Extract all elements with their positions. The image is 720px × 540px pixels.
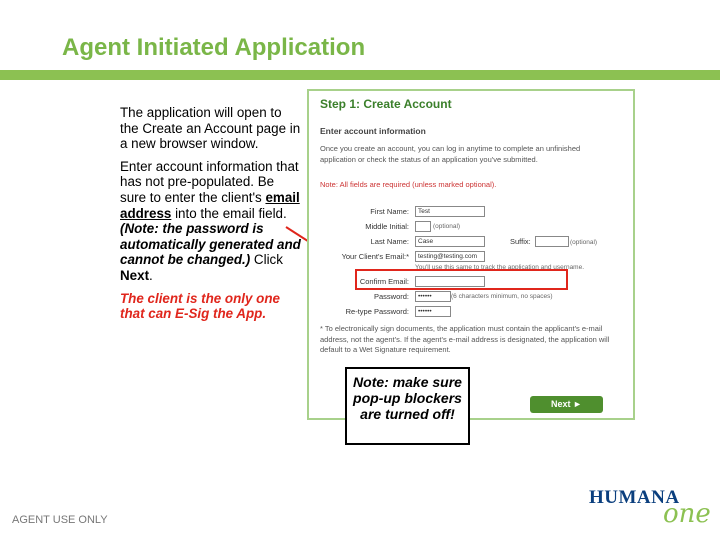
- retype-password-input[interactable]: ••••••: [415, 306, 451, 317]
- password-note: (Note: the password is automatically generated and cannot be changed.): [120, 221, 301, 268]
- step-title: Step 1: Create Account: [320, 97, 452, 111]
- instruction-text: Click: [250, 252, 283, 268]
- logo-script: one: [663, 499, 711, 529]
- next-emphasis: Next: [120, 267, 150, 283]
- first-name-input[interactable]: Test: [415, 206, 485, 217]
- middle-initial-hint: (optional): [433, 223, 461, 230]
- esig-footnote: * To electronically sign documents, the application must contain the applicant's e-mail address, not the agent's. If the agent's e-mail address is designated, the application will default to a Wet Signature requirement.: [320, 324, 610, 354]
- esig-warning: The client is the only one that can E-Sig the App.: [120, 290, 280, 322]
- instruction-text: into the email field.: [171, 205, 287, 221]
- suffix-input[interactable]: [535, 236, 569, 247]
- confirm-email-highlight: [355, 269, 568, 290]
- footer-label: AGENT USE ONLY: [12, 514, 108, 526]
- email-emphasis: email address: [120, 189, 300, 221]
- password-hint: (6 characters minimum, no spaces): [451, 293, 553, 300]
- intro-text: Once you create an account, you can log in anytime to complete an unfinished application or check the status of an application you've submitted.: [320, 144, 581, 164]
- middle-initial-input[interactable]: [415, 221, 431, 232]
- first-name-label: First Name:: [370, 207, 409, 216]
- instruction-text: .: [149, 267, 153, 283]
- email-label: Your Client's Email:*: [341, 252, 409, 261]
- email-hint: You'll use this same to track the application and username.: [415, 264, 585, 271]
- last-name-label: Last Name:: [370, 237, 409, 246]
- instruction-paragraph-1: The application will open to the Create an Account page in a new browser window.: [120, 105, 301, 152]
- suffix-label: Suffix:: [510, 237, 531, 246]
- last-name-input[interactable]: Case: [415, 236, 485, 247]
- retype-password-label: Re-type Password:: [345, 307, 409, 316]
- popup-blocker-note: Note: make sure pop-up blockers are turned off!: [345, 367, 470, 445]
- next-button[interactable]: Next ►: [530, 396, 603, 413]
- confirm-email-label: Confirm Email:: [359, 277, 409, 286]
- password-input[interactable]: ••••••: [415, 291, 451, 302]
- humana-one-logo: [587, 487, 709, 529]
- suffix-hint: (optional): [570, 239, 598, 246]
- slide-title: Agent Initiated Application: [62, 34, 366, 61]
- email-input[interactable]: testing@testing.com: [415, 251, 485, 262]
- required-note: Note: All fields are required (unless marked optional).: [320, 180, 497, 189]
- logo-wordmark: HUMANA: [589, 487, 680, 508]
- middle-initial-label: Middle Initial:: [365, 222, 409, 231]
- password-label: Password:: [373, 292, 409, 301]
- instruction-text: Enter account information that has not pre-populated. Be sure to enter the client's: [120, 158, 299, 205]
- section-heading: Enter account information: [320, 126, 426, 136]
